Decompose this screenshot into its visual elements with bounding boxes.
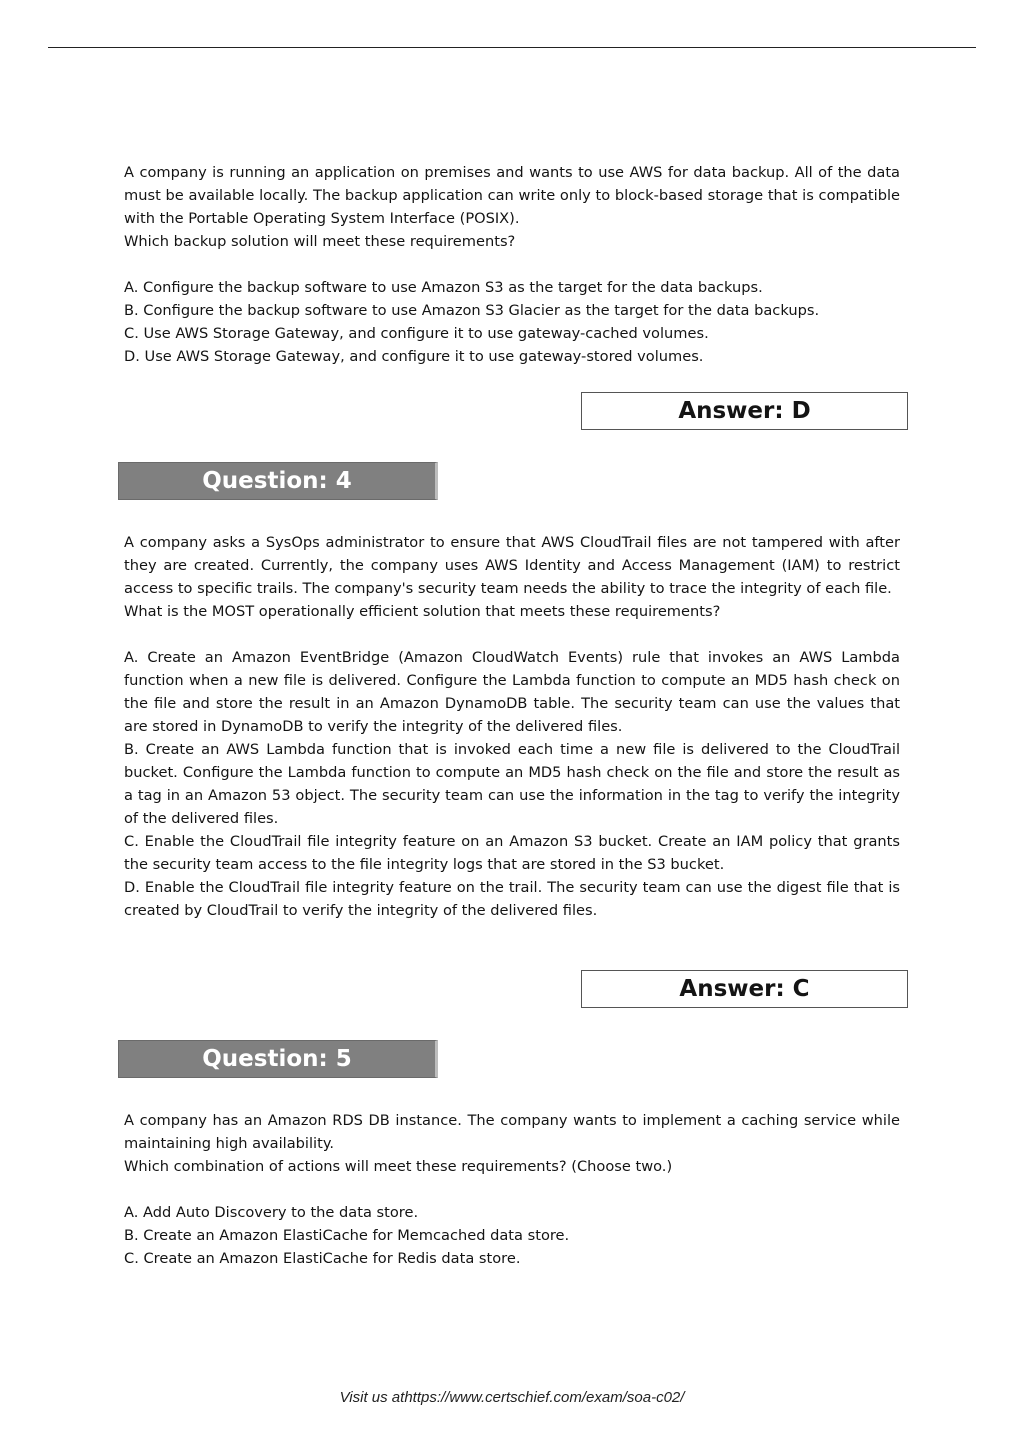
q4-stem-paragraph: A company asks a SysOps administrator to ensure that AWS CloudTrail files are not tampered with after they are created. Currently, the company uses AWS Identity and Access Management (IAM) to restrict access to specific trails. The company's security team needs the ability to trace the integrity of each file. [124,534,900,597]
q5-option-b: B. Create an Amazon ElastiCache for Memcached data store. [124,1227,570,1244]
q3-option-a: A. Configure the backup software to use Amazon S3 as the target for the data backups. [124,279,763,296]
q3-option-b: B. Configure the backup software to use Amazon S3 Glacier as the target for the data backups. [124,302,820,319]
q5-heading: Question: 5 [118,1040,438,1078]
q3-option-c: C. Use AWS Storage Gateway, and configure it to use gateway-cached volumes. [124,325,709,342]
q4-answer-box: Answer: C [581,970,908,1008]
q5-option-a: A. Add Auto Discovery to the data store. [124,1204,419,1221]
q4-option-a: A. Create an Amazon EventBridge (Amazon CloudWatch Events) rule that invokes an AWS Lambda function when a new file is delivered. Configure the Lambda function to compute an MD5 hash check on the file and store the result in an Amazon DynamoDB table. The security team can use the values that are stored in DynamoDB to verify the integrity of the delivered files. [124,649,900,735]
q4-heading: Question: 4 [118,462,438,500]
q4-option-c: C. Enable the CloudTrail file integrity feature on an Amazon S3 bucket. Create an IAM policy that grants the security team access to the file integrity logs that are stored in the S3 bucket. [124,833,900,873]
header-rule [48,47,976,48]
q3-text [124,161,900,368]
q3-stem-question: Which backup solution will meet these requirements? [124,233,516,250]
q4-option-b: B. Create an AWS Lambda function that is invoked each time a new file is delivered to the CloudTrail bucket. Configure the Lambda function to compute an MD5 hash check on the file and store the result as a tag in an Amazon 53 object. The security team can use the information in the tag to verify the integrity of the delivered files. [124,741,900,827]
q4-stem-question: What is the MOST operationally efficient solution that meets these requirements? [124,603,721,620]
q5-text [124,1109,900,1270]
q3-answer-box: Answer: D [581,392,908,430]
q3-option-d: D. Use AWS Storage Gateway, and configure it to use gateway-stored volumes. [124,348,704,365]
q5-stem-question: Which combination of actions will meet these requirements? (Choose two.) [124,1158,673,1175]
q5-option-c: C. Create an Amazon ElastiCache for Redis data store. [124,1250,521,1267]
q3-stem-paragraph: A company is running an application on premises and wants to use AWS for data backup. All of the data must be available locally. The backup application can write only to block-based storage that is compatible with the Portable Operating System Interface (POSIX). [124,164,900,227]
q5-stem-paragraph: A company has an Amazon RDS DB instance. The company wants to implement a caching service while maintaining high availability. [124,1112,900,1152]
q4-text [124,531,900,922]
footer-link[interactable]: Visit us athttps://www.certschief.com/exam/soa-c02/ [339,1389,685,1406]
q4-option-d: D. Enable the CloudTrail file integrity feature on the trail. The security team can use the digest file that is created by CloudTrail to verify the integrity of the delivered files. [124,879,900,919]
